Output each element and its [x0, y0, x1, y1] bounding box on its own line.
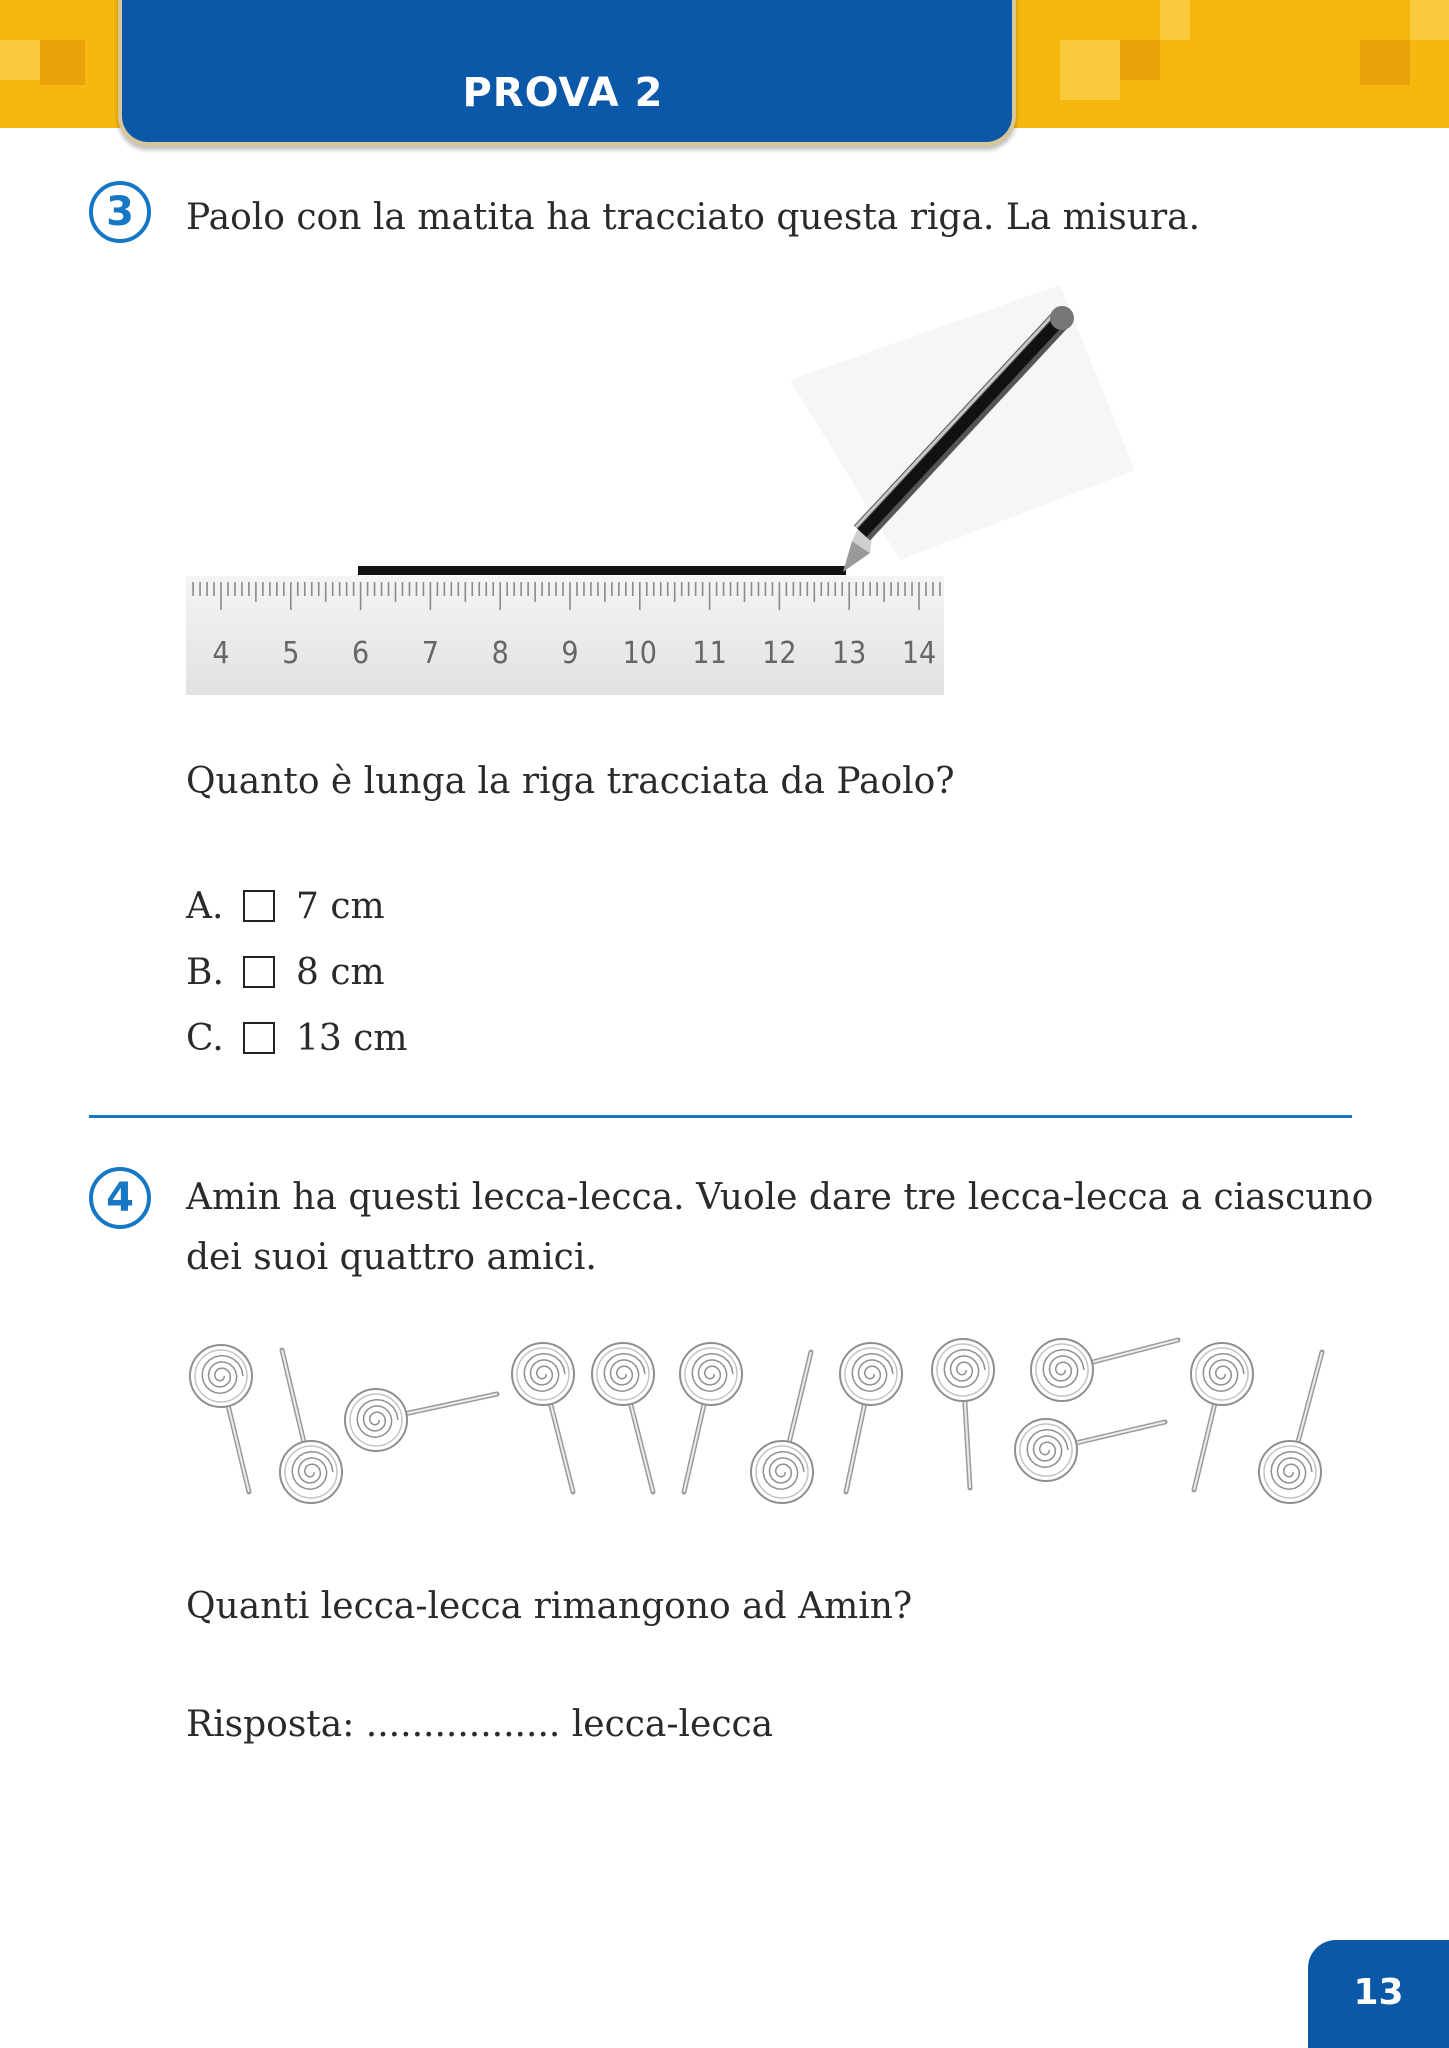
lollipop-icon	[840, 1343, 902, 1492]
option-a-checkbox[interactable]	[243, 890, 275, 922]
ruler-number: 13	[832, 636, 867, 671]
q4-prompt-line1: Amin ha questi lecca-lecca. Vuole dare tre lecca-lecca a ciascuno	[186, 1177, 1374, 1218]
q3-prompt: Paolo con la matita ha tracciato questa riga. La misura.	[186, 197, 1201, 238]
ruler-number: 5	[282, 636, 300, 671]
lollipop-icon	[1015, 1419, 1165, 1481]
option-letter: B.	[186, 952, 224, 993]
ruler-number: 12	[762, 636, 797, 671]
q4-question: Quanti lecca-lecca rimangono ad Amin?	[186, 1586, 913, 1627]
lollipop-icon	[1031, 1339, 1178, 1401]
lollipops-illustration	[0, 1310, 1449, 1510]
question-number-3: 3	[89, 181, 151, 243]
ruler-number: 11	[692, 636, 727, 671]
lollipop-icon	[592, 1343, 654, 1492]
ruler-number: 7	[421, 636, 439, 671]
option-letter: C.	[186, 1018, 224, 1059]
q3-question: Quanto è lunga la riga tracciata da Paolo?	[186, 761, 955, 802]
question-number-4: 4	[89, 1167, 151, 1229]
lollipop-icon	[1191, 1343, 1253, 1490]
lollipop-icon	[345, 1389, 497, 1451]
page-title: PROVA 2	[462, 70, 664, 116]
option-c-checkbox[interactable]	[243, 1022, 275, 1054]
lollipop-icon	[932, 1339, 994, 1488]
ruler-number: 4	[212, 636, 230, 671]
ruler-and-pencil-illustration	[0, 0, 1449, 720]
lollipop-icon	[680, 1343, 742, 1492]
lollipop-icon	[751, 1352, 813, 1503]
option-letter: A.	[186, 886, 224, 927]
lollipop-icon	[512, 1343, 574, 1492]
q4-prompt-line2: dei suoi quattro amici.	[186, 1237, 597, 1278]
option-text: 7 cm	[296, 886, 385, 927]
ruler-number: 6	[352, 636, 370, 671]
lollipop-icon	[1259, 1352, 1322, 1503]
section-divider	[89, 1115, 1352, 1118]
q4-answer-line[interactable]: Risposta: ................. lecca-lecca	[186, 1704, 774, 1745]
ruler-number: 8	[491, 636, 509, 671]
drawn-line	[358, 566, 846, 575]
page-number: 13	[1353, 1972, 1404, 2013]
ruler-number: 10	[622, 636, 657, 671]
lollipop-icon	[280, 1350, 342, 1503]
option-b-checkbox[interactable]	[243, 956, 275, 988]
ruler-number: 14	[901, 636, 937, 671]
option-text: 8 cm	[296, 952, 385, 993]
ruler-number: 9	[561, 636, 579, 671]
option-text: 13 cm	[296, 1018, 408, 1059]
lollipop-icon	[190, 1345, 252, 1492]
